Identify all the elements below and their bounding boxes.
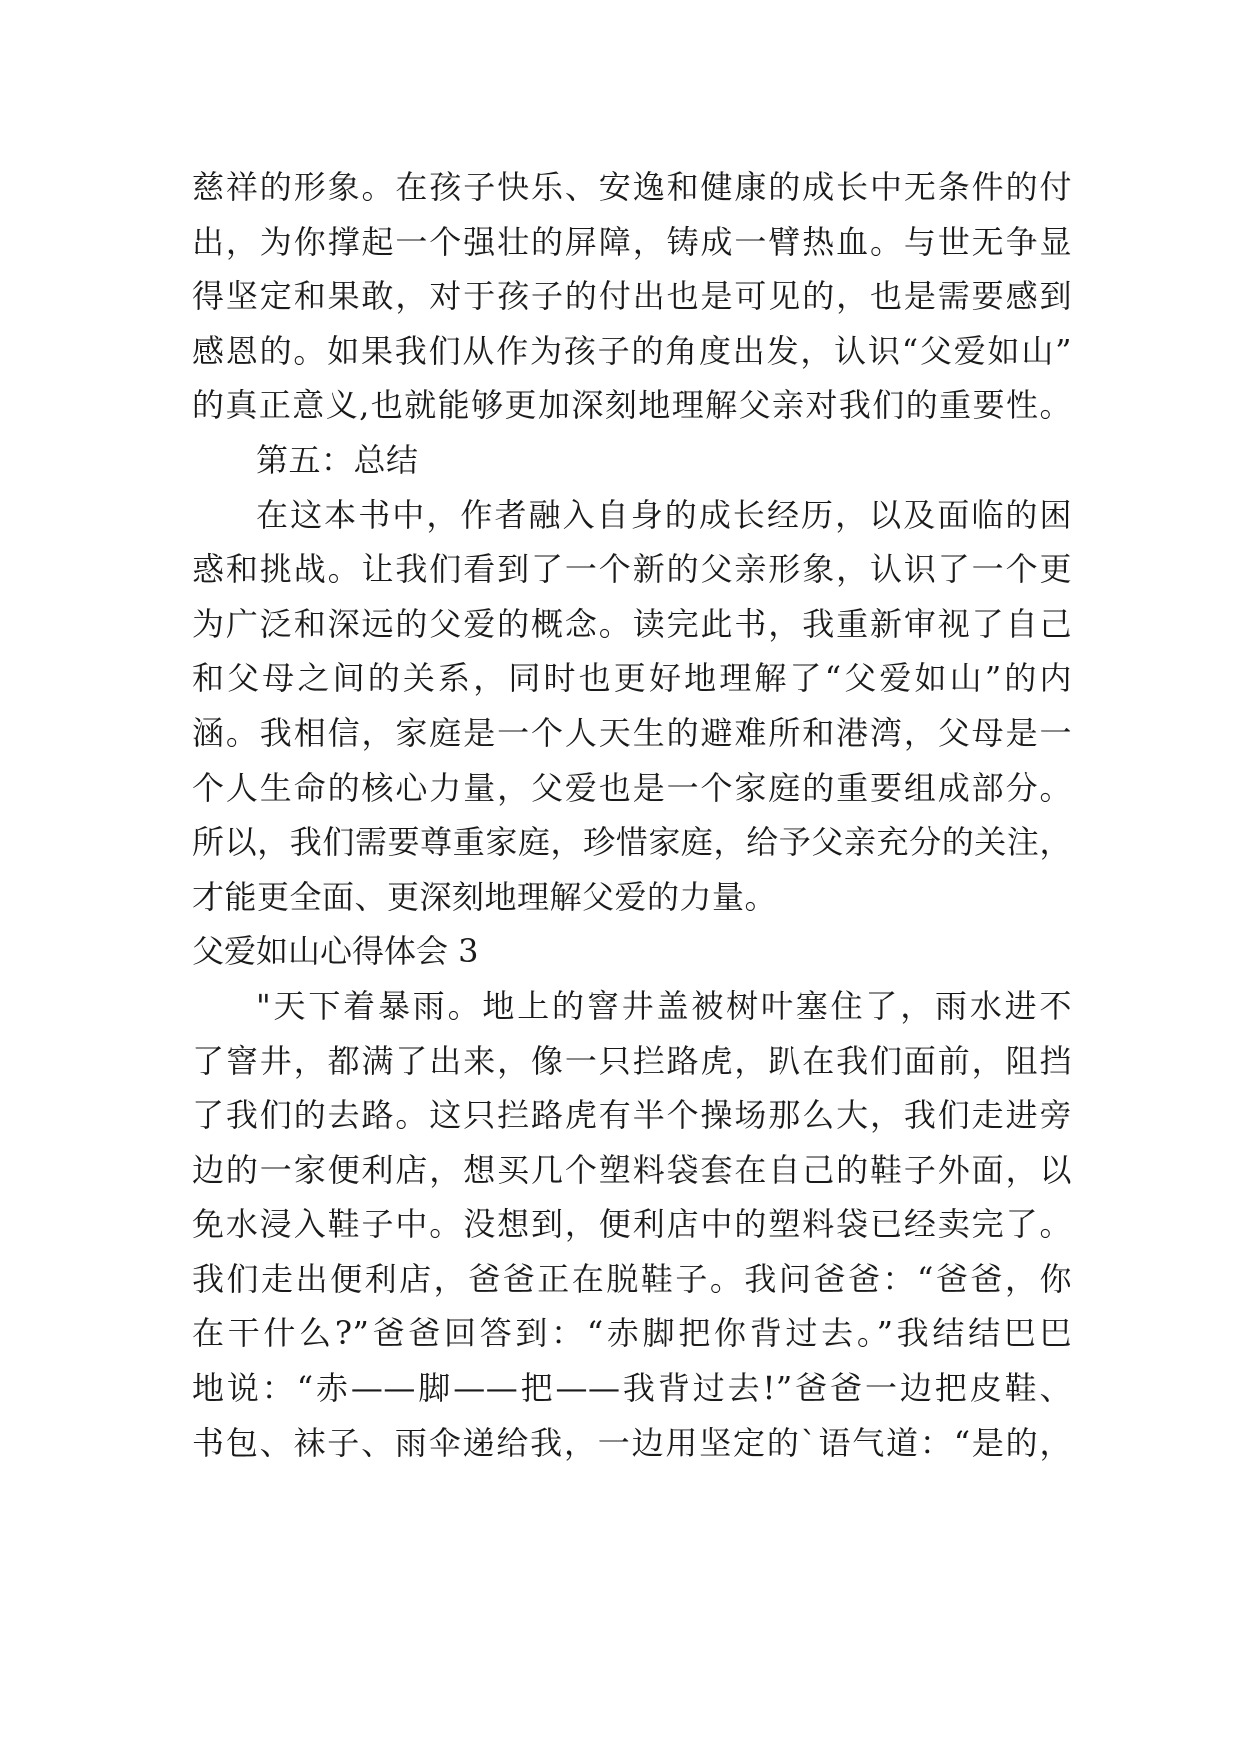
text-line: 涵。我相信，家庭是一个人天生的避难所和港湾，父母是一	[192, 713, 1072, 752]
text-line: 个人生命的核心力量，父爱也是一个家庭的重要组成部分。	[192, 768, 1072, 807]
paragraph-summary	[192, 488, 1072, 925]
text-line: 才能更全面、更深刻地理解父爱的力量。	[192, 877, 778, 916]
text-line: 感恩的。如果我们从作为孩子的角度出发，认识“父爱如山”	[192, 331, 1072, 370]
text-line: 地说：“赤——脚——把——我背过去!”爸爸一边把皮鞋、	[192, 1369, 1072, 1408]
text-line: 免水浸入鞋子中。没想到，便利店中的塑料袋已经卖完了。	[192, 1205, 1072, 1244]
paragraph-fatherly-image	[192, 160, 1072, 433]
text-line: 出，为你撑起一个强壮的屏障，铸成一臂热血。与世无争显	[192, 222, 1072, 261]
paragraph-rainstorm	[192, 979, 1072, 1470]
text-line: 了我们的去路。这只拦路虎有半个操场那么大，我们走进旁	[192, 1096, 1072, 1135]
text-line: 惑和挑战。让我们看到了一个新的父亲形象，认识了一个更	[192, 550, 1072, 589]
text-line: 和父母之间的关系，同时也更好地理解了“父爱如山”的内	[192, 659, 1072, 698]
text-line: 得坚定和果敢，对于孩子的付出也是可见的，也是需要感到	[192, 277, 1072, 316]
text-line: 我们走出便利店，爸爸正在脱鞋子。我问爸爸：“爸爸，你	[192, 1259, 1072, 1298]
section-heading-summary: 第五：总结	[256, 440, 419, 479]
document-body	[192, 160, 1072, 1470]
text-line: 慈祥的形象。在孩子快乐、安逸和健康的成长中无条件的付	[192, 168, 1072, 206]
section-title: 父爱如山心得体会 3	[192, 932, 479, 971]
text-line: 为广泛和深远的父爱的概念。读完此书，我重新审视了自己	[192, 604, 1072, 643]
text-line: "天下着暴雨。地上的窨井盖被树叶塞住了，雨水进不	[256, 986, 1072, 1025]
text-line: 了窨井，都满了出来，像一只拦路虎，趴在我们面前，阻挡	[192, 1041, 1072, 1080]
text-line: 在这本书中，作者融入自身的成长经历，以及面临的困	[256, 495, 1072, 534]
text-line: 所以，我们需要尊重家庭，珍惜家庭，给予父亲充分的关注，	[192, 823, 1072, 862]
text-line: 书包、袜子、雨伞递给我，一边用坚定的`语气道：“是的，	[192, 1423, 1072, 1462]
text-line: 边的一家便利店，想买几个塑料袋套在自己的鞋子外面，以	[192, 1150, 1072, 1189]
text-line: 的真正意义,也就能够更加深刻地理解父亲对我们的重要性。	[192, 386, 1072, 425]
text-line: 在干什么?”爸爸回答到：“赤脚把你背过去。”我结结巴巴	[192, 1314, 1072, 1353]
